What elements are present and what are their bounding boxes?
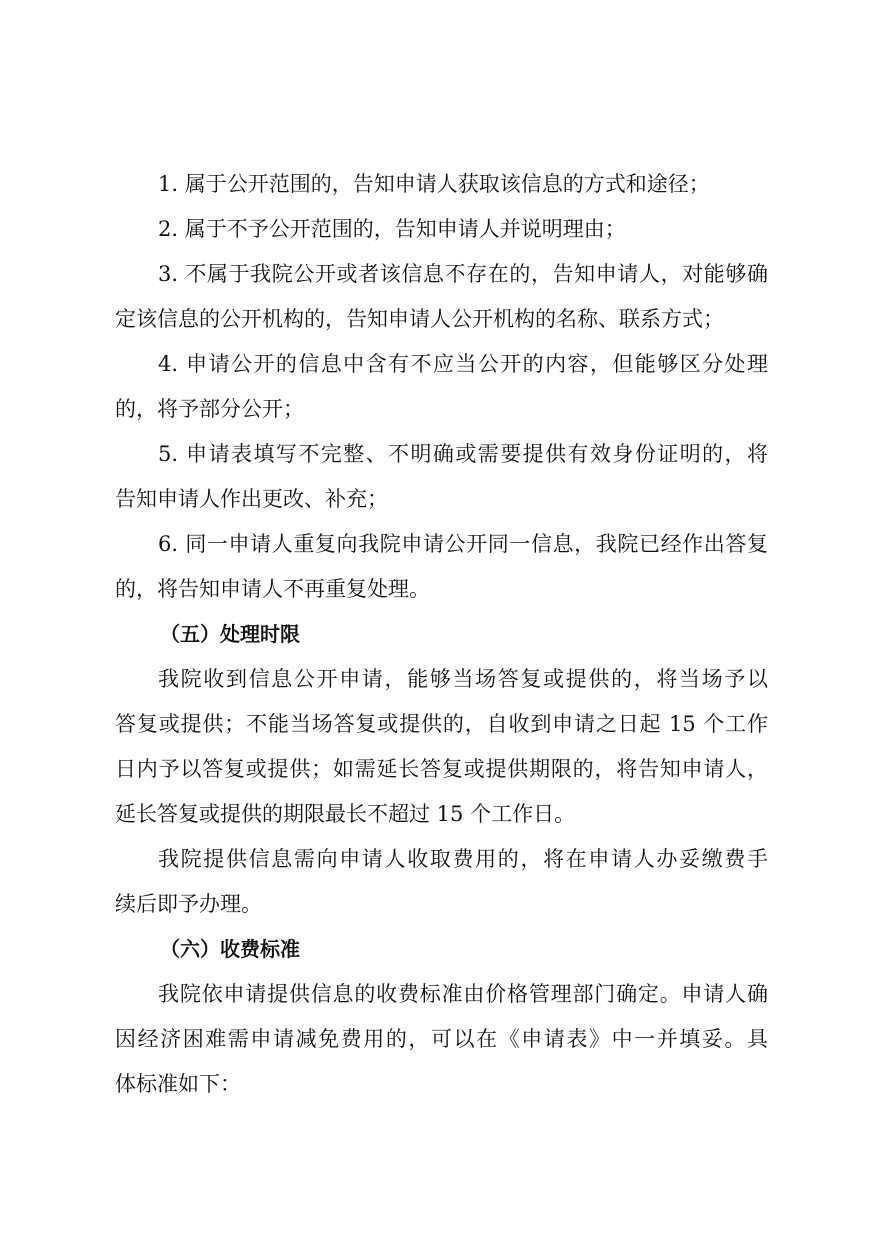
section-5-p2-line-1: 我院提供信息需向申请人收取费用的，将在申请人办妥缴费手 (158, 847, 768, 871)
section-5-p1-line-3: 日内予以答复或提供；如需延长答复或提供期限的，将告知申请人， (115, 757, 768, 781)
item-3-line-1: 3. 不属于我院公开或者该信息不存在的，告知申请人，对能够确 (158, 262, 768, 286)
item-2-line-1: 2. 属于不予公开范围的，告知申请人并说明理由； (158, 217, 626, 241)
section-6-p1-line-1: 我院依申请提供信息的收费标准由价格管理部门确定。申请人确 (158, 982, 768, 1006)
section-5-p1-line-2: 答复或提供；不能当场答复或提供的，自收到申请之日起 15 个工作 (115, 712, 768, 736)
section-6-p1-line-2: 因经济困难需申请减免费用的，可以在《申请表》中一并填妥。具 (115, 1027, 768, 1051)
item-4-line-2: 的，将予部分公开； (115, 397, 304, 421)
section-5-heading: （五）处理时限 (160, 622, 300, 646)
item-5-line-1: 5. 申请表填写不完整、不明确或需要提供有效身份证明的，将 (158, 442, 768, 466)
item-3-line-2: 定该信息的公开机构的，告知申请人公开机构的名称、联系方式； (115, 307, 724, 331)
item-4-line-1: 4. 申请公开的信息中含有不应当公开的内容，但能够区分处理 (158, 352, 768, 376)
section-5-p1-line-1: 我院收到信息公开申请，能够当场答复或提供的，将当场予以 (158, 667, 768, 691)
section-5-p2-line-2: 续后即予办理。 (115, 892, 262, 916)
item-1-line-1: 1. 属于公开范围的，告知申请人获取该信息的方式和途径； (158, 172, 710, 196)
section-5-p1-line-4: 延长答复或提供的期限最长不超过 15 个工作日。 (115, 802, 576, 826)
item-5-line-2: 告知申请人作出更改、补充； (115, 487, 388, 511)
item-6-line-1: 6. 同一申请人重复向我院申请公开同一信息，我院已经作出答复 (158, 532, 768, 556)
item-6-line-2: 的，将告知申请人不再重复处理。 (115, 577, 430, 601)
section-6-heading: （六）收费标准 (160, 937, 300, 961)
section-6-p1-line-3: 体标准如下： (115, 1072, 241, 1096)
